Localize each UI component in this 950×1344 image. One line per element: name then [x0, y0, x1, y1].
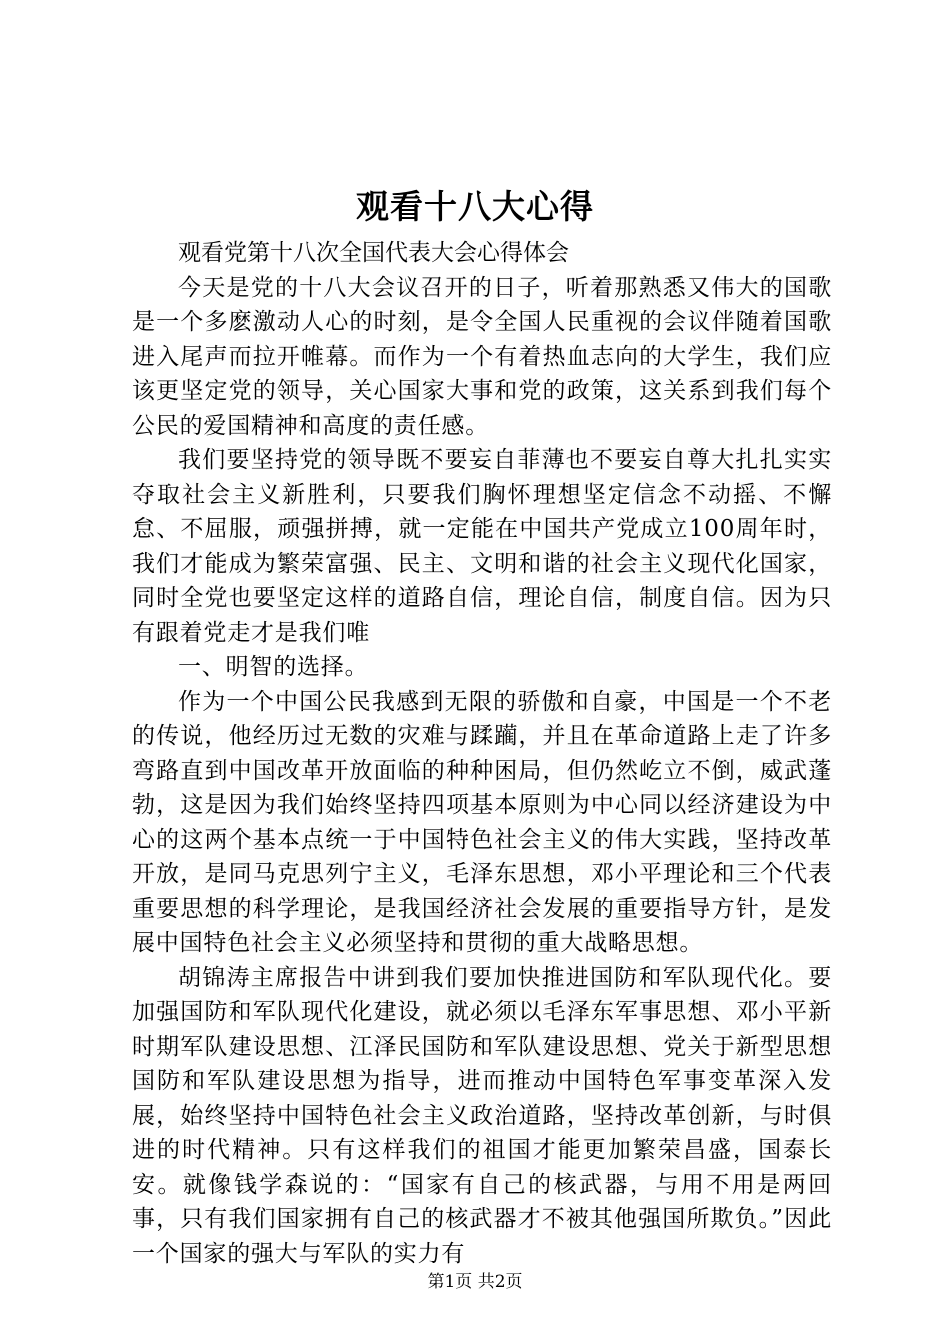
paragraph-2: 我们要坚持党的领导既不要妄自菲薄也不要妄自尊大扎扎实实夺取社会主义新胜利，只要我们胸怀理想坚定信念不动摇、不懈怠、不屈服，顽强拼搏，就一定能在中国共产党成立100周年时，我们才能成为繁荣富强、民主、文明和谐的社会主义现代化国家，同时全党也要坚定这样的道路自信，理论自信，制度自信。因为只有跟着党走才是我们唯 [132, 447, 832, 646]
paragraph-1: 今天是党的十八大会议召开的日子，听着那熟悉又伟大的国歌是一个多麽激动人心的时刻，是令全国人民重视的会议伴随着国歌进入尾声而拉开帷幕。而作为一个有着热血志向的大学生，我们应该更坚定党的领导，关心国家大事和党的政策，这关系到我们每个公民的爱国精神和高度的责任感。 [132, 274, 832, 439]
section-heading: 一、明智的选择。 [178, 654, 369, 680]
paragraph-4: 胡锦涛主席报告中讲到我们要加快推进国防和军队现代化。要加强国防和军队现代化建设，就必须以毛泽东军事思想、邓小平新时期军队建设思想、江泽民国防和军队建设思想、党关于新型思想国防和军队建设思想为指导，进而推动中国特色军事变革深入发展，始终坚持中国特色社会主义政治道路，坚持改革创新，与时俱进的时代精神。只有这样我们的祖国才能更加繁荣昌盛，国泰长安。就像钱学森说的：“国家有自己的核武器，与用不用是两回事，只有我们国家拥有自己的核武器才不被其他强国所欺负。”因此一个国家的强大与军队的实力有 [132, 964, 832, 1267]
document-subtitle: 观看党第十八次全国代表大会心得体会 [178, 240, 569, 266]
paragraph-3: 作为一个中国公民我感到无限的骄傲和自豪，中国是一个不老的传说，他经历过无数的灾难与蹂躏，并且在革命道路上走了许多弯路直到中国改革开放面临的种种困局，但仍然屹立不倒，威武蓬勃，这是因为我们始终坚持四项基本原则为中心同以经济建设为中心的这两个基本点统一于中国特色社会主义的伟大实践，坚持改革开放，是同马克思列宁主义，毛泽东思想，邓小平理论和三个代表重要思想的科学理论，是我国经济社会发展的重要指导方针，是发展中国特色社会主义必须坚持和贯彻的重大战略思想。 [132, 688, 832, 956]
document-title: 观看十八大心得 [356, 187, 594, 226]
page-footer: 第1页 共2页 [427, 1272, 523, 1292]
document-body [132, 236, 832, 1271]
